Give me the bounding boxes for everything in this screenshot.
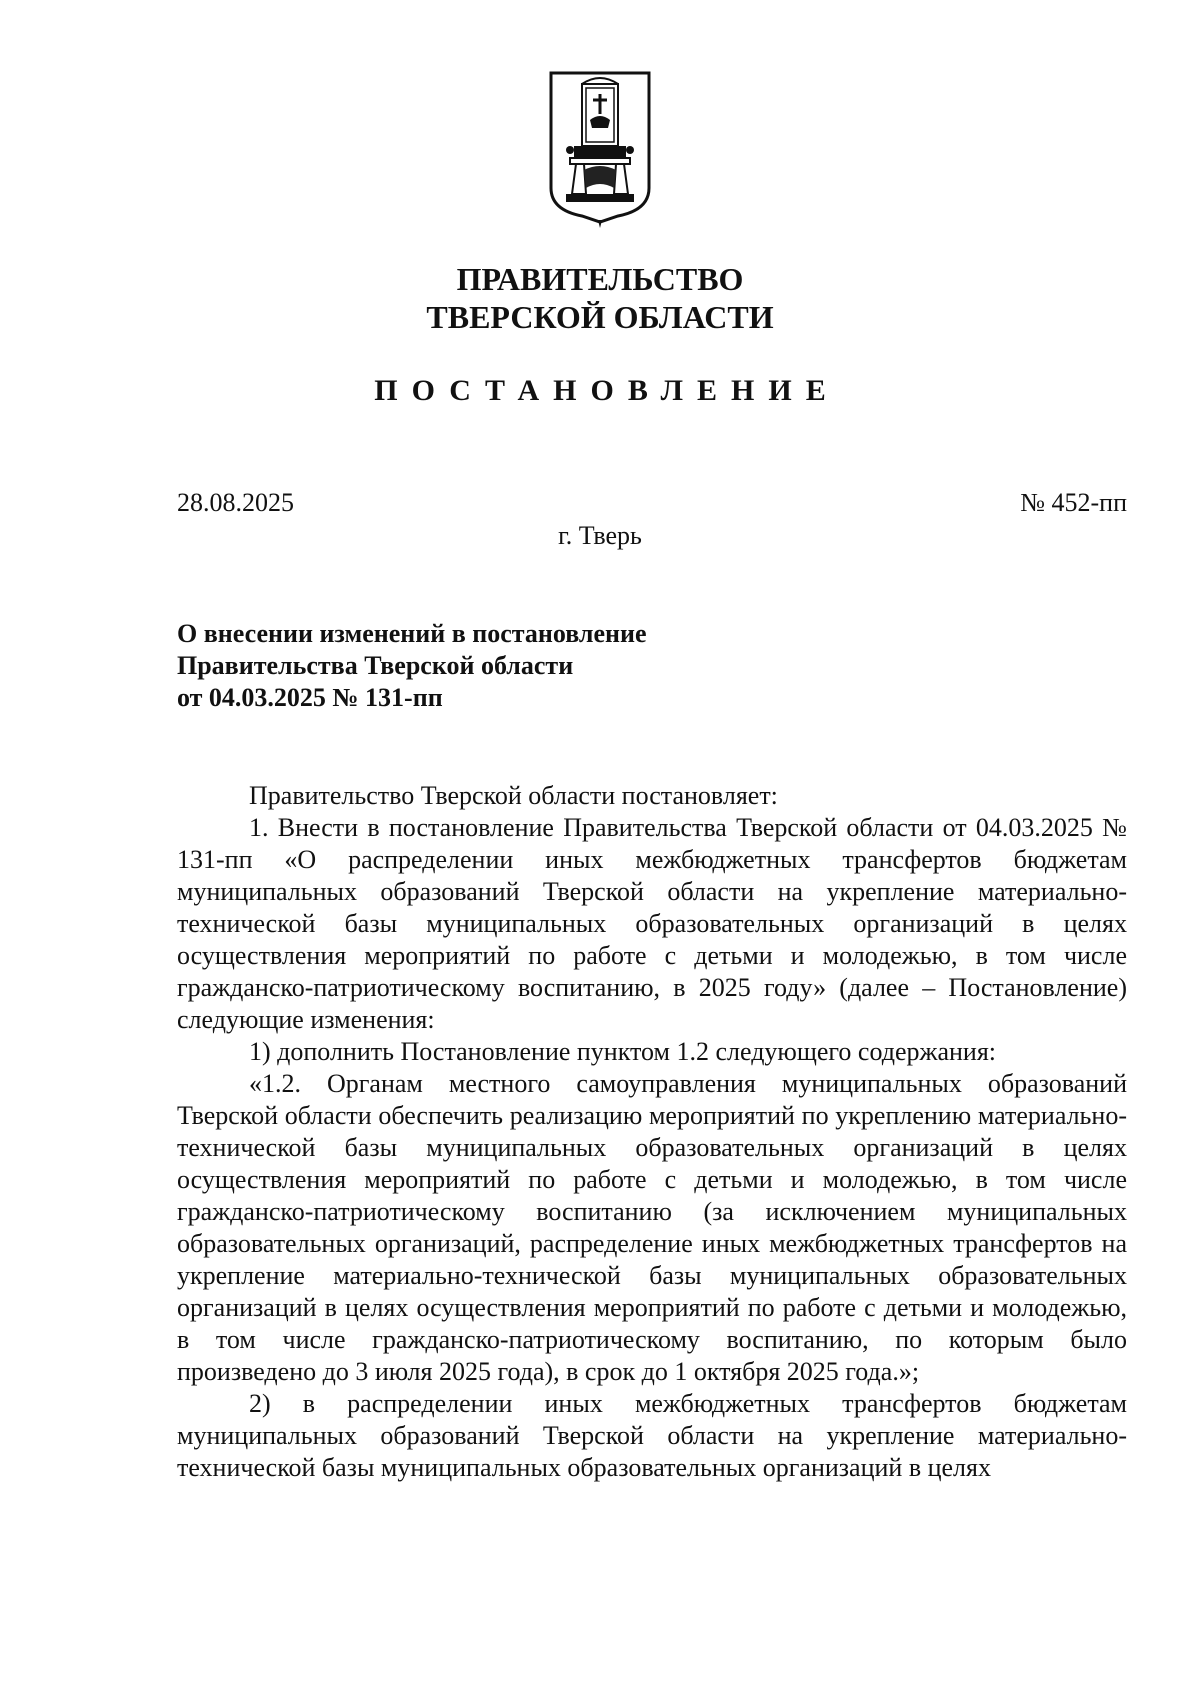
- subject-line1: О внесении изменений в постановление: [177, 619, 647, 648]
- document-subject: [177, 618, 647, 714]
- subject-line2: Правительства Тверской области: [177, 651, 574, 680]
- coat-of-arms-icon: [548, 70, 652, 228]
- government-name-line2: ТВЕРСКОЙ ОБЛАСТИ: [426, 299, 774, 335]
- document-number: № 452-пп: [1020, 488, 1127, 517]
- government-name-line1: ПРАВИТЕЛЬСТВО: [456, 261, 744, 297]
- document-city: г. Тверь: [558, 521, 642, 550]
- subject-line3: от 04.03.2025 № 131-пп: [177, 683, 443, 712]
- document-body: [177, 780, 1127, 1484]
- document-type-title: ПОСТАНОВЛЕНИЕ: [374, 374, 840, 407]
- body-paragraph-subitem-1: 1) дополнить Постановление пунктом 1.2 следующего содержания:: [249, 1037, 997, 1066]
- body-paragraph-subitem-2: 2) в распределении иных межбюджетных трансфертов бюджетам муниципальных образований Тверской области на укрепление материально-технической базы муниципальных образовательных организаций в целях: [177, 1389, 1127, 1482]
- body-paragraph-preamble: Правительство Тверской области постановляет:: [249, 781, 778, 810]
- body-paragraph-item-1: 1. Внести в постановление Правительства Тверской области от 04.03.2025 № 131-пп «О распределении иных межбюджетных трансфертов бюджетам муниципальных образований Тверской области на укрепление материально-технической базы муниципальных образовательных организаций в целях осуществления мероприятий по работе с детьми и молодежью, в том числе гражданско-патриотическому воспитанию, в 2025 году» (далее – Постановление) следующие изменения:: [177, 813, 1127, 1034]
- body-paragraph-quote-1-2: «1.2. Органам местного самоуправления муниципальных образований Тверской области обеспечить реализацию мероприятий по укреплению материально-технической базы муниципальных образовательных организаций в целях осуществления мероприятий по работе с детьми и молодежью, в том числе гражданско-патриотическому воспитанию (за исключением муниципальных образовательных организаций, распределение иных межбюджетных трансфертов на укрепление материально-технической базы муниципальных образовательных организаций в целях осуществления мероприятий по работе с детьми и молодежью, в том числе гражданско-патриотическому воспитанию, по которым было произведено до 3 июля 2025 года), в срок до 1 октября 2025 года.»;: [177, 1069, 1127, 1386]
- document-date: 28.08.2025: [177, 488, 294, 517]
